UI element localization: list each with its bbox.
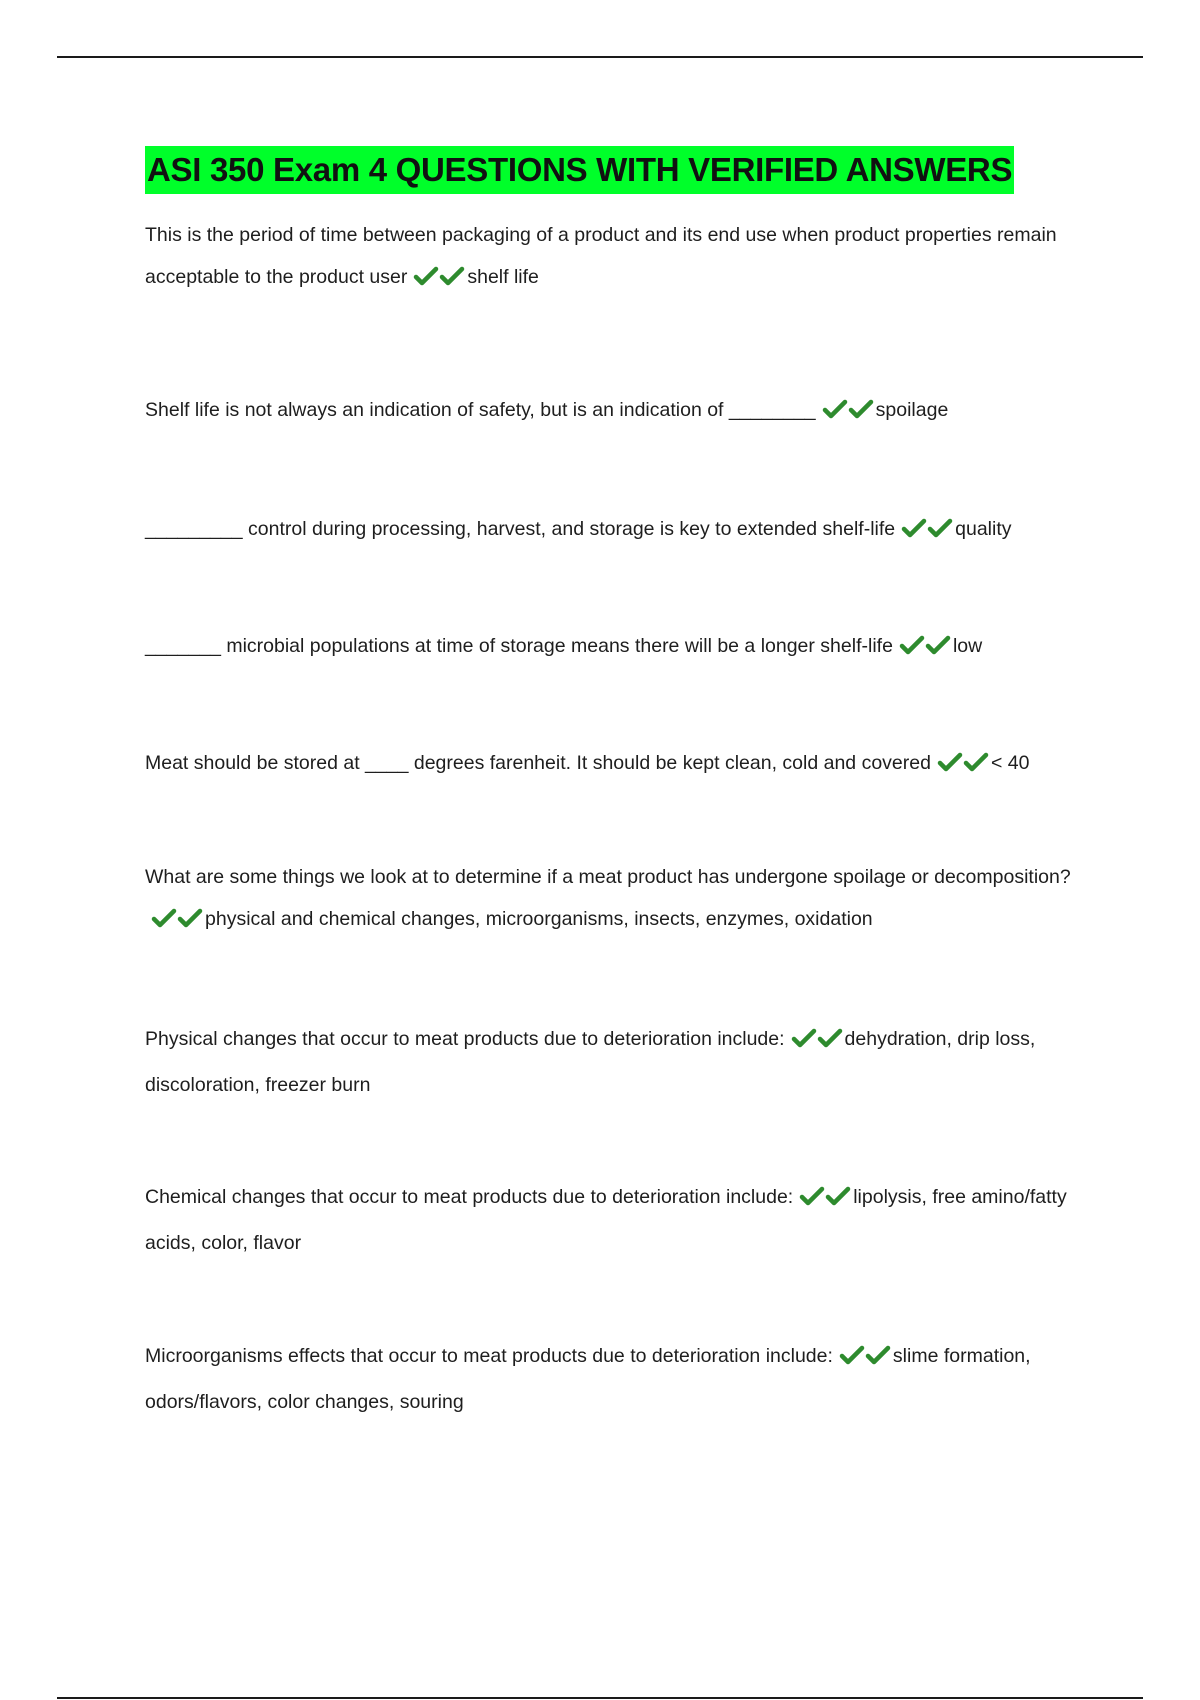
answer-text: slime formation, odors/flavors, color changes, souring [145, 1345, 1031, 1413]
question-text: _________ control during processing, harvest, and storage is key to extended shelf-life [145, 518, 896, 540]
answer-text: dehydration, drip loss, discoloration, freezer burn [145, 1028, 1036, 1096]
qa-item-9 [145, 1335, 1095, 1423]
double-check-icon [937, 746, 989, 788]
qa-item-1 [145, 214, 1095, 302]
answer-text: lipolysis, free amino/fatty acids, color, flavor [145, 1186, 1067, 1254]
qa-item-4 [145, 625, 1095, 671]
document-title: ASI 350 Exam 4 QUESTIONS WITH VERIFIED ANSWERS [145, 146, 1014, 194]
double-check-icon [901, 512, 953, 554]
double-check-icon [413, 260, 465, 302]
question-text: Shelf life is not always an indication of safety, but is an indication of ________ [145, 399, 816, 421]
question-text: _______ microbial populations at time of storage means there will be a longer shelf-life [145, 635, 893, 657]
double-check-icon [799, 1180, 851, 1222]
question-text: Meat should be stored at ____ degrees farenheit. It should be kept clean, cold and covered [145, 752, 931, 774]
top-rule [57, 56, 1143, 58]
qa-item-5 [145, 742, 1095, 788]
double-check-icon [791, 1022, 843, 1064]
qa-item-6 [145, 856, 1095, 944]
question-text: What are some things we look at to determine if a meat product has undergone spoilage or decomposition? [145, 866, 1071, 888]
qa-item-8 [145, 1176, 1095, 1264]
double-check-icon [899, 629, 951, 671]
answer-text: < 40 [990, 752, 1030, 774]
qa-item-3 [145, 508, 1095, 554]
double-check-icon [151, 902, 203, 944]
qa-item-7 [145, 1018, 1095, 1106]
question-text: Chemical changes that occur to meat products due to deterioration include: [145, 1186, 794, 1208]
answer-text: physical and chemical changes, microorganisms, insects, enzymes, oxidation [205, 908, 873, 930]
answer-text: spoilage [875, 399, 949, 421]
question-text: This is the period of time between packaging of a product and its end use when product properties remain acceptable to the product user [145, 224, 1057, 288]
bottom-rule [57, 1697, 1143, 1699]
qa-item-2 [145, 389, 1095, 435]
answer-text: quality [955, 518, 1012, 540]
answer-text: shelf life [467, 266, 539, 288]
question-text: Physical changes that occur to meat products due to deterioration include: [145, 1028, 785, 1050]
double-check-icon [839, 1339, 891, 1381]
answer-text: low [952, 635, 983, 657]
double-check-icon [822, 393, 874, 435]
question-text: Microorganisms effects that occur to meat products due to deterioration include: [145, 1345, 833, 1367]
